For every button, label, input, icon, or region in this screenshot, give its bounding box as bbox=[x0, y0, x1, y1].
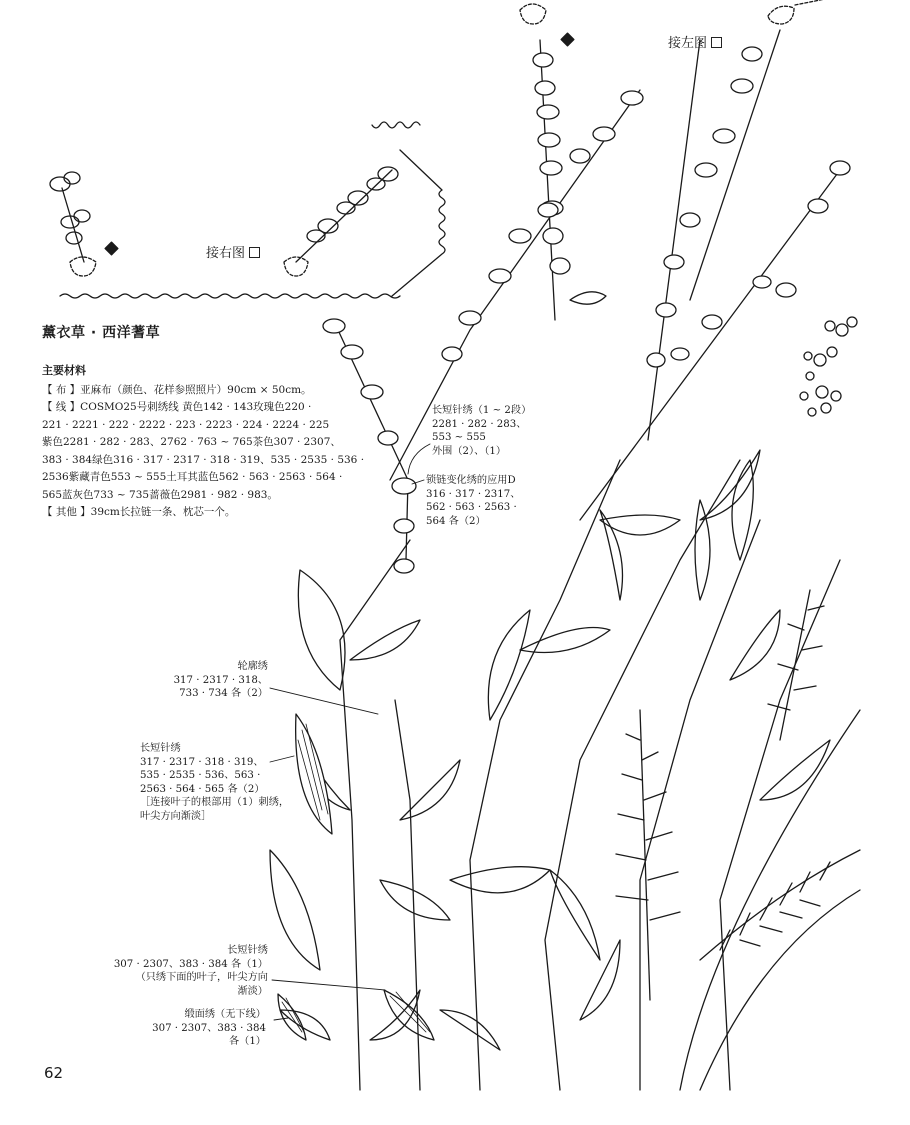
connect-left-text: 接左图 bbox=[668, 36, 708, 51]
inset-lavender-right bbox=[284, 167, 398, 276]
materials-line: 2536紫藏青色553 ~ 555土耳其蓝色562 · 563 · 2563 · 564 · bbox=[42, 471, 343, 483]
materials-line: 【 其他 】39cm长拉链一条、枕芯一个。 bbox=[42, 506, 236, 518]
materials-line: 【 线 】COSMO25号刺绣线 黄色142 · 143玫瑰色220 · bbox=[42, 401, 312, 413]
connect-right-label bbox=[206, 242, 260, 261]
annotation-long-short-3: 长短针绣 307 · 2307、383 · 384 各（1） （只绣下面的叶子，叶尖方向 渐淡） bbox=[113, 945, 268, 997]
wavy-cut-line bbox=[60, 122, 445, 298]
annotation-outline: 轮廓绣 317 · 2317 · 318、 733 · 734 各（2） bbox=[173, 661, 268, 699]
materials-line: 383 · 384绿色316 · 317 · 2317 · 318 · 319、535 · 2535 · 536 · bbox=[42, 453, 365, 466]
annotation-long-short-1: 长短针绣（1 ~ 2段） 2281 · 282 · 283、 553 ~ 555 外围（2）、（1） bbox=[432, 405, 532, 457]
annotation-chain-d: 锁链变化绣的应用D 316 · 317 · 2317、 562 · 563 · 2563 · 564 各（2） bbox=[426, 475, 521, 527]
fern-fronds bbox=[616, 590, 860, 1000]
yarrow-flowers bbox=[800, 317, 857, 416]
lavender-stems bbox=[323, 30, 850, 573]
materials-line: 221 · 2221 · 222 · 2222 · 223 · 2223 · 224 · 2224 · 225 bbox=[42, 418, 330, 431]
materials-line: 紫色2281 · 282 · 283、2762 · 763 ~ 765茶色307 · 2307、 bbox=[42, 436, 341, 448]
annotation-long-short-2: 长短针绣 317 · 2317 · 318 · 319、 535 · 2535 · 536、563 · 2563 · 564 · 565 各（2） ［连接叶子的根部用（1）刺绣， 叶尖方向渐淡］ bbox=[140, 743, 290, 822]
connect-left-label bbox=[668, 32, 722, 51]
materials-line: 【 布 】亚麻布（颜色、花样参照照片）90cm × 50cm。 bbox=[42, 383, 312, 396]
annotation-satin: 缎面绣（无下线） 307 · 2307、383 · 384 各（1） bbox=[152, 1009, 266, 1047]
materials-line: 565蓝灰色733 ~ 735蔷薇色2981 · 982 · 983。 bbox=[42, 488, 278, 501]
connect-right-text: 接右图 bbox=[206, 246, 246, 261]
page-title: 薰衣草 · 西洋蓍草 bbox=[42, 325, 161, 341]
materials-list bbox=[42, 362, 372, 522]
inset-lavender-left bbox=[50, 172, 118, 276]
hatched-square-icon bbox=[249, 247, 260, 258]
materials-heading: 主要材料 bbox=[42, 364, 86, 377]
page-number: 62 bbox=[44, 1064, 64, 1082]
hatched-square-icon bbox=[711, 37, 722, 48]
leafy-stems bbox=[270, 450, 860, 1090]
